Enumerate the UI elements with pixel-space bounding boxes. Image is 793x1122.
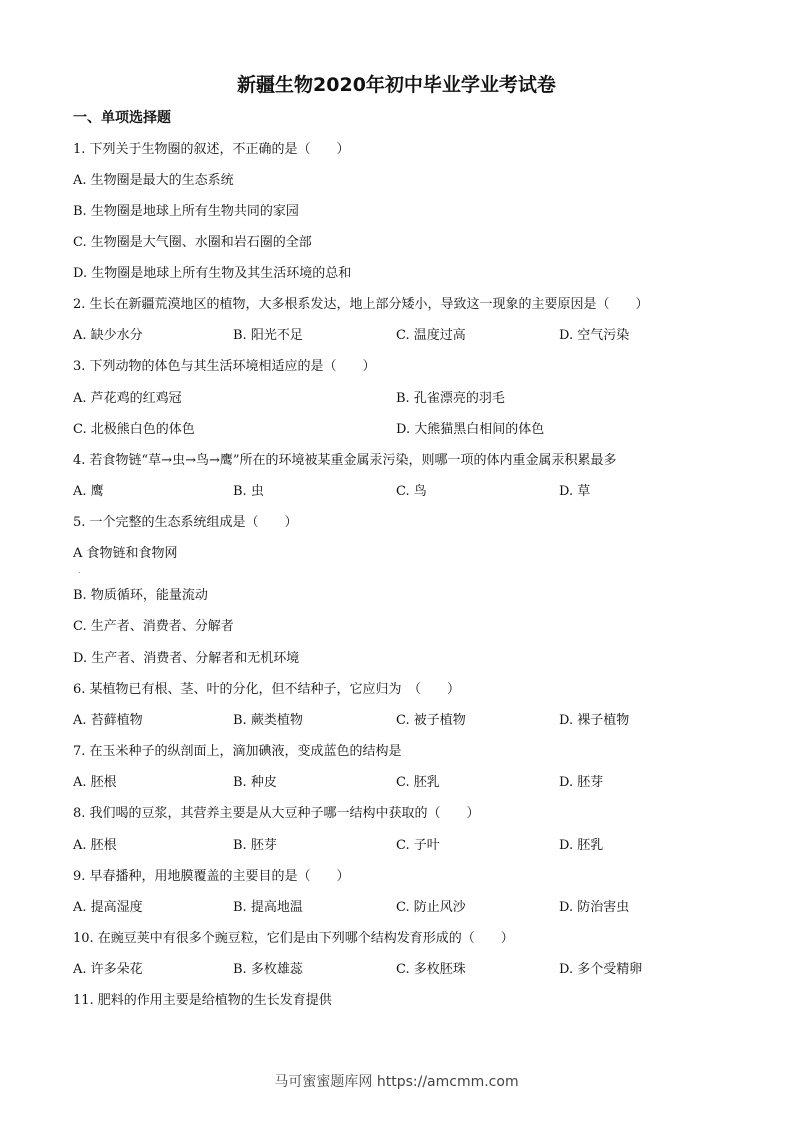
- question-6-option-b: B. 蕨类植物: [233, 713, 303, 728]
- question-10-option-a: A. 许多朵花: [73, 962, 143, 977]
- question-4-option-c: C. 鸟: [396, 484, 427, 499]
- question-6-option-c: C. 被子植物: [396, 713, 466, 728]
- question-4-option-b: B. 虫: [233, 484, 264, 499]
- question-4-stem: 4. 若食物链“草→虫→鸟→鹰”所在的环境被某重金属汞污染，则哪一项的体内重金属汞积累最多: [73, 453, 617, 468]
- question-5-stem: 5. 一个完整的生态系统组成是（ ）: [73, 515, 298, 530]
- question-7-stem: 7. 在玉米种子的纵剖面上，滴加碘液，变成蓝色的结构是: [73, 744, 402, 759]
- question-2-option-a: A. 缺少水分: [73, 328, 143, 343]
- question-8-option-b: B. 胚芽: [233, 838, 277, 853]
- question-5-option-c: C. 生产者、消费者、分解者: [73, 619, 234, 634]
- question-6-option-d: D. 裸子植物: [559, 713, 630, 728]
- question-7-option-d: D. 胚芽: [559, 775, 604, 790]
- question-5-option-d: D. 生产者、消费者、分解者和无机环境: [73, 651, 300, 666]
- question-3-option-a: A. 芦花鸡的红鸡冠: [73, 391, 182, 406]
- question-1-option-b: B. 生物圈是地球上所有生物共同的家园: [73, 204, 299, 219]
- question-8-stem: 8. 我们喝的豆浆，其营养主要是从大豆种子哪一结构中获取的（ ）: [73, 806, 480, 821]
- question-9-option-c: C. 防止风沙: [396, 900, 466, 915]
- question-6-stem: 6. 某植物已有根、茎、叶的分化，但不结种子，它应归为 （ ）: [73, 682, 461, 697]
- question-7-option-a: A. 胚根: [73, 775, 117, 790]
- page-title: 新疆生物2020年初中毕业学业考试卷: [237, 74, 556, 96]
- question-1-stem: 1. 下列关于生物圈的叙述，不正确的是（ ）: [73, 142, 350, 157]
- question-5-option-b: B. 物质循环，能量流动: [73, 588, 208, 603]
- question-7-option-c: C. 胚乳: [396, 775, 440, 790]
- question-3-stem: 3. 下列动物的体色与其生活环境相适应的是（ ）: [73, 359, 376, 374]
- question-2-stem: 2. 生长在新疆荒漠地区的植物，大多根系发达，地上部分矮小，导致这一现象的主要原因是（ ）: [73, 297, 649, 312]
- question-4-option-a: A. 鹰: [73, 484, 104, 499]
- question-10-option-c: C. 多枚胚珠: [396, 962, 466, 977]
- question-8-option-a: A. 胚根: [73, 838, 117, 853]
- question-1-option-c: C. 生物圈是大气圈、水圈和岩石圈的全部: [73, 235, 312, 250]
- question-8-option-d: D. 胚乳: [559, 838, 604, 853]
- question-9-option-d: D. 防治害虫: [559, 900, 630, 915]
- question-11-stem: 11. 肥料的作用主要是给植物的生长发育提供: [73, 993, 332, 1008]
- question-9-stem: 9. 早春播种，用地膜覆盖的主要目的是（ ）: [73, 869, 350, 884]
- question-4-option-d: D. 草: [559, 484, 591, 499]
- question-9-option-b: B. 提高地温: [233, 900, 303, 915]
- question-7-option-b: B. 种皮: [233, 775, 277, 790]
- question-10-stem: 10. 在豌豆荚中有很多个豌豆粒，它们是由下列哪个结构发育形成的（ ）: [73, 931, 514, 946]
- question-1-option-d: D. 生物圈是地球上所有生物及其生活环境的总和: [73, 266, 352, 281]
- question-10-option-b: B. 多枚雄蕊: [233, 962, 303, 977]
- question-2-option-c: C. 温度过高: [396, 328, 466, 343]
- question-3-option-c: C. 北极熊白色的体色: [73, 422, 195, 437]
- question-3-option-d: D. 大熊猫黑白相间的体色: [396, 422, 545, 437]
- question-5-option-a: A 食物链和食物网: [73, 546, 178, 561]
- footer-watermark: 马可蜜蜜题库网 https://amcmm.com: [274, 1074, 519, 1090]
- question-10-option-d: D. 多个受精卵: [559, 962, 643, 977]
- question-2-option-d: D. 空气污染: [559, 328, 630, 343]
- question-6-option-a: A. 苔藓植物: [73, 713, 143, 728]
- stray-dot: .: [78, 566, 81, 575]
- question-8-option-c: C. 子叶: [396, 838, 440, 853]
- question-3-option-b: B. 孔雀漂亮的羽毛: [396, 391, 505, 406]
- question-1-option-a: A. 生物圈是最大的生态系统: [73, 173, 234, 188]
- question-2-option-b: B. 阳光不足: [233, 328, 303, 343]
- section-heading: 一、单项选择题: [73, 110, 171, 126]
- question-9-option-a: A. 提高湿度: [73, 900, 143, 915]
